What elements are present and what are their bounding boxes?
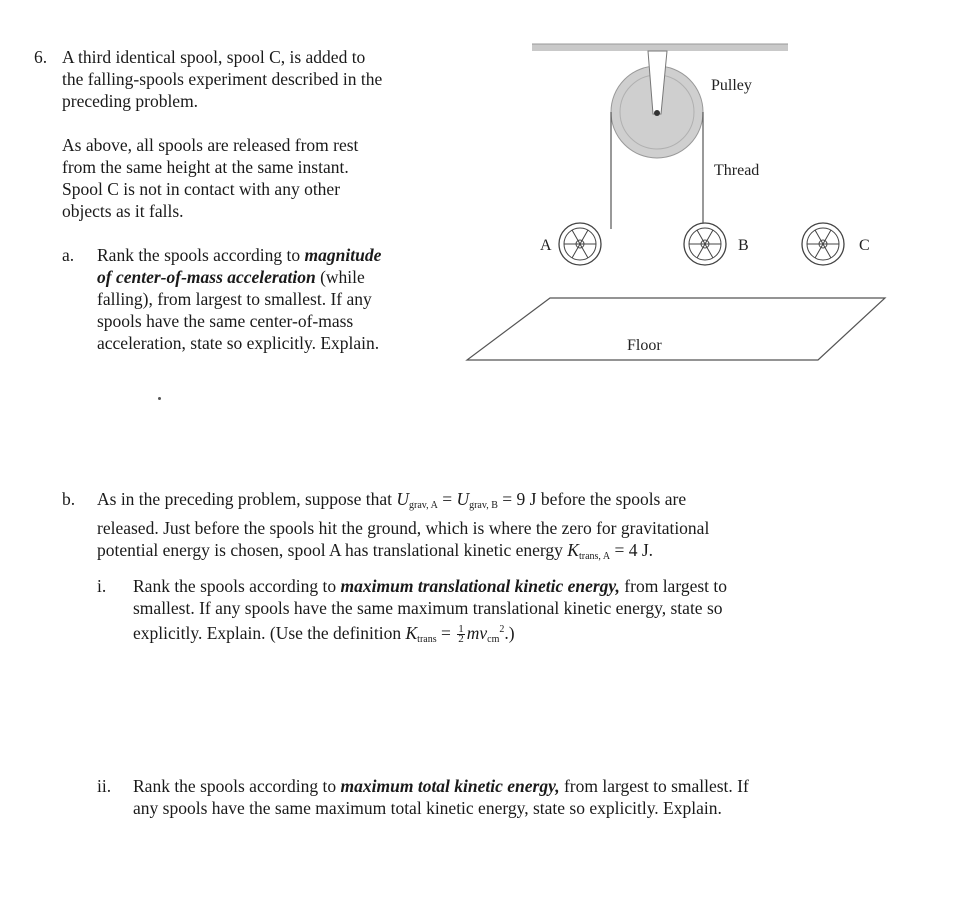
intro-line: A third identical spool, spool C, is added to [62,47,366,67]
text-run: Rank the spools according to [97,245,305,265]
symbol-u: U [456,489,470,509]
text-line: acceleration, state so explicitly. Explain. [97,333,380,353]
text-run: explicitly. Explain. (Use the definition [133,622,406,643]
text-run: Rank the spools according to [133,776,341,796]
pulley-label: Pulley [711,77,752,94]
text-run: = 4 J. [610,540,654,560]
subscript: trans [417,633,437,645]
spool-b [684,223,726,265]
symbol-u: U [396,489,410,509]
subscript: trans, A [578,551,611,562]
part-bii-label: ii. [97,776,112,796]
setup-line: Spool C is not in contact with any other [62,179,341,199]
text-run: (while [315,267,365,287]
subscript: cm [487,633,500,645]
text-run: potential energy is chosen, spool A has translational kinetic energy [97,540,568,560]
setup-line: As above, all spools are released from rest [62,135,359,155]
emphasis: maximum translational kinetic energy, [340,576,620,596]
text-run: = [437,489,457,509]
subscript: grav, A [409,500,438,511]
text-run: = 9 J before the spools are [497,489,687,509]
spool-b-label: B [738,237,749,254]
setup-line: objects as it falls. [62,201,184,221]
superscript: 2 [499,624,505,635]
text-line: any spools have the same maximum total kinetic energy, state so explicitly. Explain. [133,798,722,818]
part-b-text [97,488,709,568]
fraction [457,625,465,644]
text-run: = [436,622,456,643]
floor-label: Floor [627,337,662,354]
emphasis: of center-of-mass acceleration [97,267,316,287]
spool-a [559,223,601,265]
spool-c-label: C [859,237,870,254]
thread-label: Thread [714,162,760,179]
part-bi-text [133,575,727,651]
text-run: As in the preceding problem, suppose that [97,489,397,509]
emphasis: maximum total kinetic energy, [340,776,560,796]
text-run: Rank the spools according to [133,576,341,596]
intro-line: preceding problem. [62,91,199,111]
symbol-mv: mv [466,622,488,643]
text-line: spools have the same center-of-mass [97,311,354,331]
part-bii-text [133,775,749,819]
problem-number: 6. [34,47,48,67]
part-b-label: b. [62,489,76,509]
part-a-label: a. [62,245,75,265]
setup-line: from the same height at the same instant. [62,157,349,177]
text-run: .) [504,622,515,643]
intro-line: the falling-spools experiment described in the [62,69,383,89]
text-run: from largest to smallest. If [559,776,749,796]
part-bi-label: i. [97,576,107,596]
spool-c [802,223,844,265]
text-line: falling), from largest to smallest. If any [97,289,372,309]
text-line: released. Just before the spools hit the ground, which is where the zero for gravitational [97,518,710,538]
emphasis: magnitude [304,245,382,265]
ceiling-bar [532,44,788,51]
symbol-k: K [567,540,579,560]
text-line: smallest. If any spools have the same maximum translational kinetic energy, state so [133,598,723,618]
floor-outline [467,298,885,360]
symbol-k: K [405,622,418,643]
subscript: grav, B [469,500,498,511]
spool-a-label: A [540,237,552,254]
text-run: from largest to [619,576,728,596]
frac-numerator: 1 [458,623,464,636]
pulley-axle [654,110,660,116]
frac-denominator: 2 [458,633,464,646]
